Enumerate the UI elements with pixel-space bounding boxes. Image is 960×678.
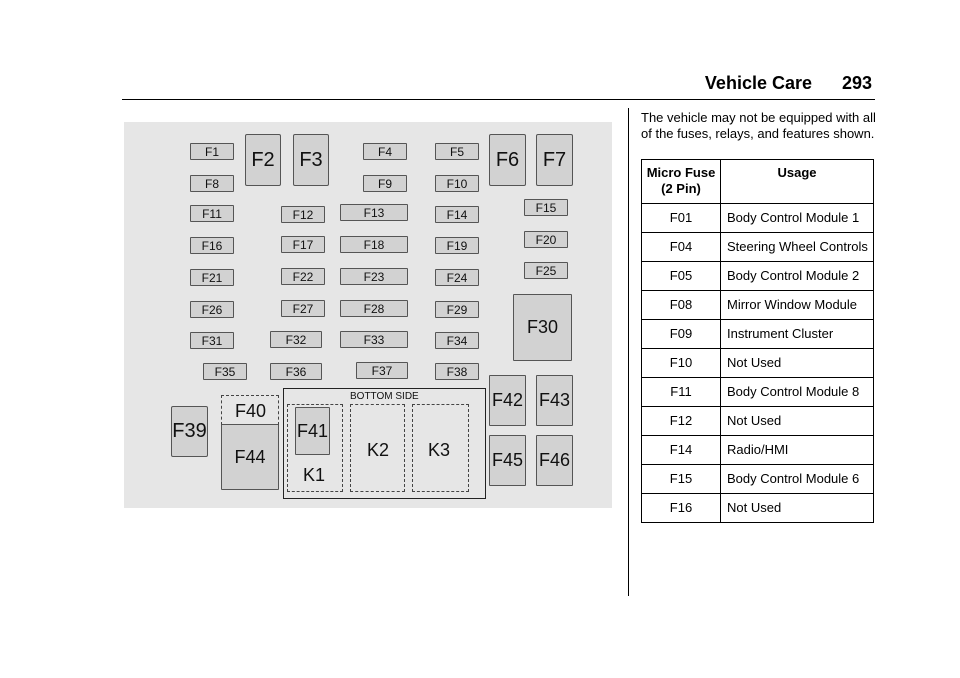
fuse-f1: F1 xyxy=(190,143,234,160)
table-row xyxy=(642,262,874,291)
fuse-f44: F44 xyxy=(221,424,279,490)
fuse-id: F12 xyxy=(642,407,721,436)
table-row xyxy=(642,320,874,349)
fuse-f46: F46 xyxy=(536,435,573,486)
fuse-id: F05 xyxy=(642,262,721,291)
fuse-usage: Not Used xyxy=(721,349,874,378)
fuse-id: F11 xyxy=(642,378,721,407)
page-number: 293 xyxy=(841,73,872,93)
col-header-usage: Usage xyxy=(721,160,874,204)
fuse-id: F10 xyxy=(642,349,721,378)
table-row xyxy=(642,407,874,436)
fuse-f34: F34 xyxy=(435,332,479,349)
column-divider xyxy=(628,108,629,596)
fuse-id: F04 xyxy=(642,233,721,262)
fuse-f27: F27 xyxy=(281,300,325,317)
fuse-f38: F38 xyxy=(435,363,479,380)
fuse-f21: F21 xyxy=(190,269,234,286)
fuse-f37: F37 xyxy=(356,362,408,379)
table-row xyxy=(642,465,874,494)
fuse-id: F14 xyxy=(642,436,721,465)
fuse-f11: F11 xyxy=(190,205,234,222)
col-header-fuse: Micro Fuse (2 Pin) xyxy=(642,160,721,204)
relay-k3: K3 xyxy=(428,440,451,460)
fuse-f20: F20 xyxy=(524,231,568,248)
fuse-usage-table xyxy=(641,159,874,523)
fuse-f33: F33 xyxy=(340,331,408,348)
fuse-f2: F2 xyxy=(245,134,281,186)
table-row xyxy=(642,436,874,465)
fuse-usage: Body Control Module 6 xyxy=(721,465,874,494)
fuse-f18: F18 xyxy=(340,236,408,253)
fuse-f23: F23 xyxy=(340,268,408,285)
fuse-f17: F17 xyxy=(281,236,325,253)
fuse-f16: F16 xyxy=(190,237,234,254)
fuse-f10: F10 xyxy=(435,175,479,192)
fuse-f43: F43 xyxy=(536,375,573,426)
header-divider xyxy=(122,99,875,100)
fuse-f19: F19 xyxy=(435,237,479,254)
fuse-f42: F42 xyxy=(489,375,526,426)
fuse-f8: F8 xyxy=(190,175,234,192)
relay-k1: K1 xyxy=(303,465,326,485)
fuse-id: F16 xyxy=(642,494,721,523)
fuse-usage: Not Used xyxy=(721,407,874,436)
fuse-f41: F41 xyxy=(295,407,330,455)
fuse-f24: F24 xyxy=(435,269,479,286)
fuse-f9: F9 xyxy=(363,175,407,192)
fuse-id: F15 xyxy=(642,465,721,494)
fuse-f39: F39 xyxy=(171,406,208,457)
fuse-usage: Body Control Module 2 xyxy=(721,262,874,291)
fuse-usage: Steering Wheel Controls xyxy=(721,233,874,262)
bottom-side-label: BOTTOM SIDE xyxy=(350,391,419,402)
fuse-usage: Not Used xyxy=(721,494,874,523)
fuse-f26: F26 xyxy=(190,301,234,318)
fuse-usage: Radio/HMI xyxy=(721,436,874,465)
fuse-f13: F13 xyxy=(340,204,408,221)
fuse-f28: F28 xyxy=(340,300,408,317)
fuse-f12: F12 xyxy=(281,206,325,223)
fuse-id: F09 xyxy=(642,320,721,349)
fuse-f7: F7 xyxy=(536,134,573,186)
fuse-f4: F4 xyxy=(363,143,407,160)
table-row xyxy=(642,349,874,378)
fuse-f3: F3 xyxy=(293,134,329,186)
fuse-f40: F40 xyxy=(235,401,267,421)
fuse-f45: F45 xyxy=(489,435,526,486)
fuse-usage: Body Control Module 1 xyxy=(721,204,874,233)
fuse-f29: F29 xyxy=(435,301,479,318)
fuse-usage: Mirror Window Module xyxy=(721,291,874,320)
fuse-f14: F14 xyxy=(435,206,479,223)
fuse-id: F08 xyxy=(642,291,721,320)
fuse-usage: Instrument Cluster xyxy=(721,320,874,349)
section-title: Vehicle Care xyxy=(704,73,812,93)
table-row xyxy=(642,494,874,523)
table-row xyxy=(642,233,874,262)
intro-text: The vehicle may not be equipped with all of the fuses, relays, and features shown. xyxy=(641,110,876,141)
fuse-f36: F36 xyxy=(270,363,322,380)
table-row xyxy=(642,291,874,320)
fuse-f22: F22 xyxy=(281,268,325,285)
fuse-f35: F35 xyxy=(203,363,247,380)
fuse-id: F01 xyxy=(642,204,721,233)
relay-k2: K2 xyxy=(367,440,390,460)
fuse-f32: F32 xyxy=(270,331,322,348)
table-header-row xyxy=(642,160,874,204)
fuse-f30: F30 xyxy=(513,294,572,361)
fuse-f15: F15 xyxy=(524,199,568,216)
fuse-block-diagram xyxy=(124,122,612,508)
fuse-usage: Body Control Module 8 xyxy=(721,378,874,407)
fuse-f31: F31 xyxy=(190,332,234,349)
table-row xyxy=(642,378,874,407)
table-row xyxy=(642,204,874,233)
fuse-f5: F5 xyxy=(435,143,479,160)
fuse-f6: F6 xyxy=(489,134,526,186)
fuse-f25: F25 xyxy=(524,262,568,279)
